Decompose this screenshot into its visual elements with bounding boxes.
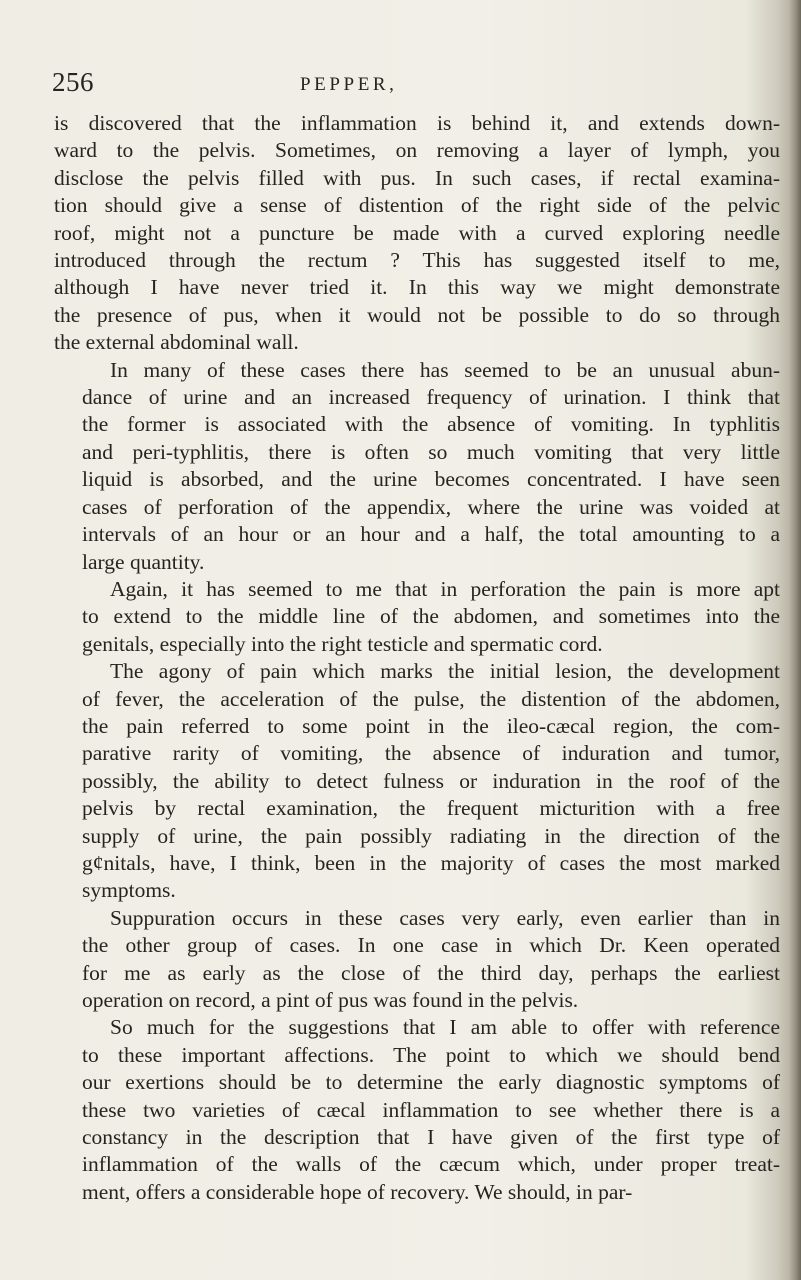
text-line: and peri-typhlitis, there is often so much vomiting that very little [82,439,780,464]
text-line: for me as early as the close of the third day, perhaps the earliest [82,960,780,985]
text-line: g¢nitals, have, I think, been in the majority of cases the most marked [82,850,780,875]
text-line: The agony of pain which marks the initial lesion, the development [110,659,780,684]
text-line: pelvis by rectal examination, the frequent micturition with a free [82,796,780,821]
text-line: disclose the pelvis filled with pus. In such cases, if rectal examina- [54,165,780,190]
text-line: dance of urine and an increased frequency of urination. I think that [82,385,780,410]
text-line: In many of these cases there has seemed to be an unusual abun- [110,357,780,382]
paragraph [54,1014,780,1206]
text-line: of fever, the acceleration of the pulse, the distention of the abdomen, [82,686,780,711]
text-line: symptoms. [82,878,176,903]
text-line: large quantity. [82,549,205,574]
text-line: intervals of an hour or an hour and a half, the total amounting to a [82,522,780,547]
text-line: possibly, the ability to detect fulness or induration in the roof of the [82,768,780,793]
paragraph [54,905,780,1015]
text-line: the former is associated with the absence of vomiting. In typhlitis [82,412,780,437]
page-edge-shadow [789,0,801,1280]
paragraph [54,576,780,658]
text-line: our exertions should be to determine the early diagnostic symptoms of [82,1070,780,1095]
text-line: liquid is absorbed, and the urine becomes concentrated. I have seen [82,467,780,492]
text-line: parative rarity of vomiting, the absence of induration and tumor, [82,741,780,766]
text-line: tion should give a sense of distention of the right side of the pelvic [54,193,780,218]
text-line: to these important affections. The point to which we should bend [82,1042,780,1067]
page-number: 256 [52,67,94,97]
text-line: So much for the suggestions that I am able to offer with reference [110,1015,780,1040]
text-line: supply of urine, the pain possibly radiating in the direction of the [82,823,780,848]
text-line: the pain referred to some point in the ileo-cæcal region, the com- [82,713,780,738]
page-header [0,64,801,100]
text-line: inflammation of the walls of the cæcum which, under proper treat- [82,1152,780,1177]
text-line: operation on record, a pint of pus was found in the pelvis. [82,988,579,1012]
text-line: the other group of cases. In one case in which Dr. Keen operated [82,933,780,958]
text-line: ward to the pelvis. Sometimes, on removing a layer of lymph, you [54,138,780,163]
text-line: although I have never tried it. In this way we might demonstrate [54,275,780,300]
text-line: Suppuration occurs in these cases very early, even earlier than in [110,905,780,930]
text-line: introduced through the rectum ? This has suggested itself to me, [54,248,780,273]
text-line: Again, it has seemed to me that in perforation the pain is more apt [110,576,780,601]
paragraph [54,357,780,576]
text-line: is discovered that the inflammation is behind it, and extends down- [54,111,780,135]
text-line: to extend to the middle line of the abdomen, and sometimes into the [82,604,780,629]
text-line: constancy in the description that I have given of the first type of [82,1125,780,1150]
paragraph [54,658,780,905]
text-line: these two varieties of cæcal inflammation to see whether there is a [82,1097,780,1122]
paragraph [54,110,780,357]
text-line: roof, might not a puncture be made with a curved exploring needle [54,220,780,245]
running-head: PEPPER, [300,74,398,95]
text-line: the external abdominal wall. [54,330,299,355]
text-line: cases of perforation of the appendix, where the urine was voided at [82,494,780,519]
body-text [54,110,780,1206]
text-line: ment, offers a considerable hope of recovery. We should, in par- [82,1179,633,1204]
text-line: genitals, especially into the right testicle and spermatic cord. [82,631,603,656]
text-line: the presence of pus, when it would not be possible to do so through [54,302,780,327]
